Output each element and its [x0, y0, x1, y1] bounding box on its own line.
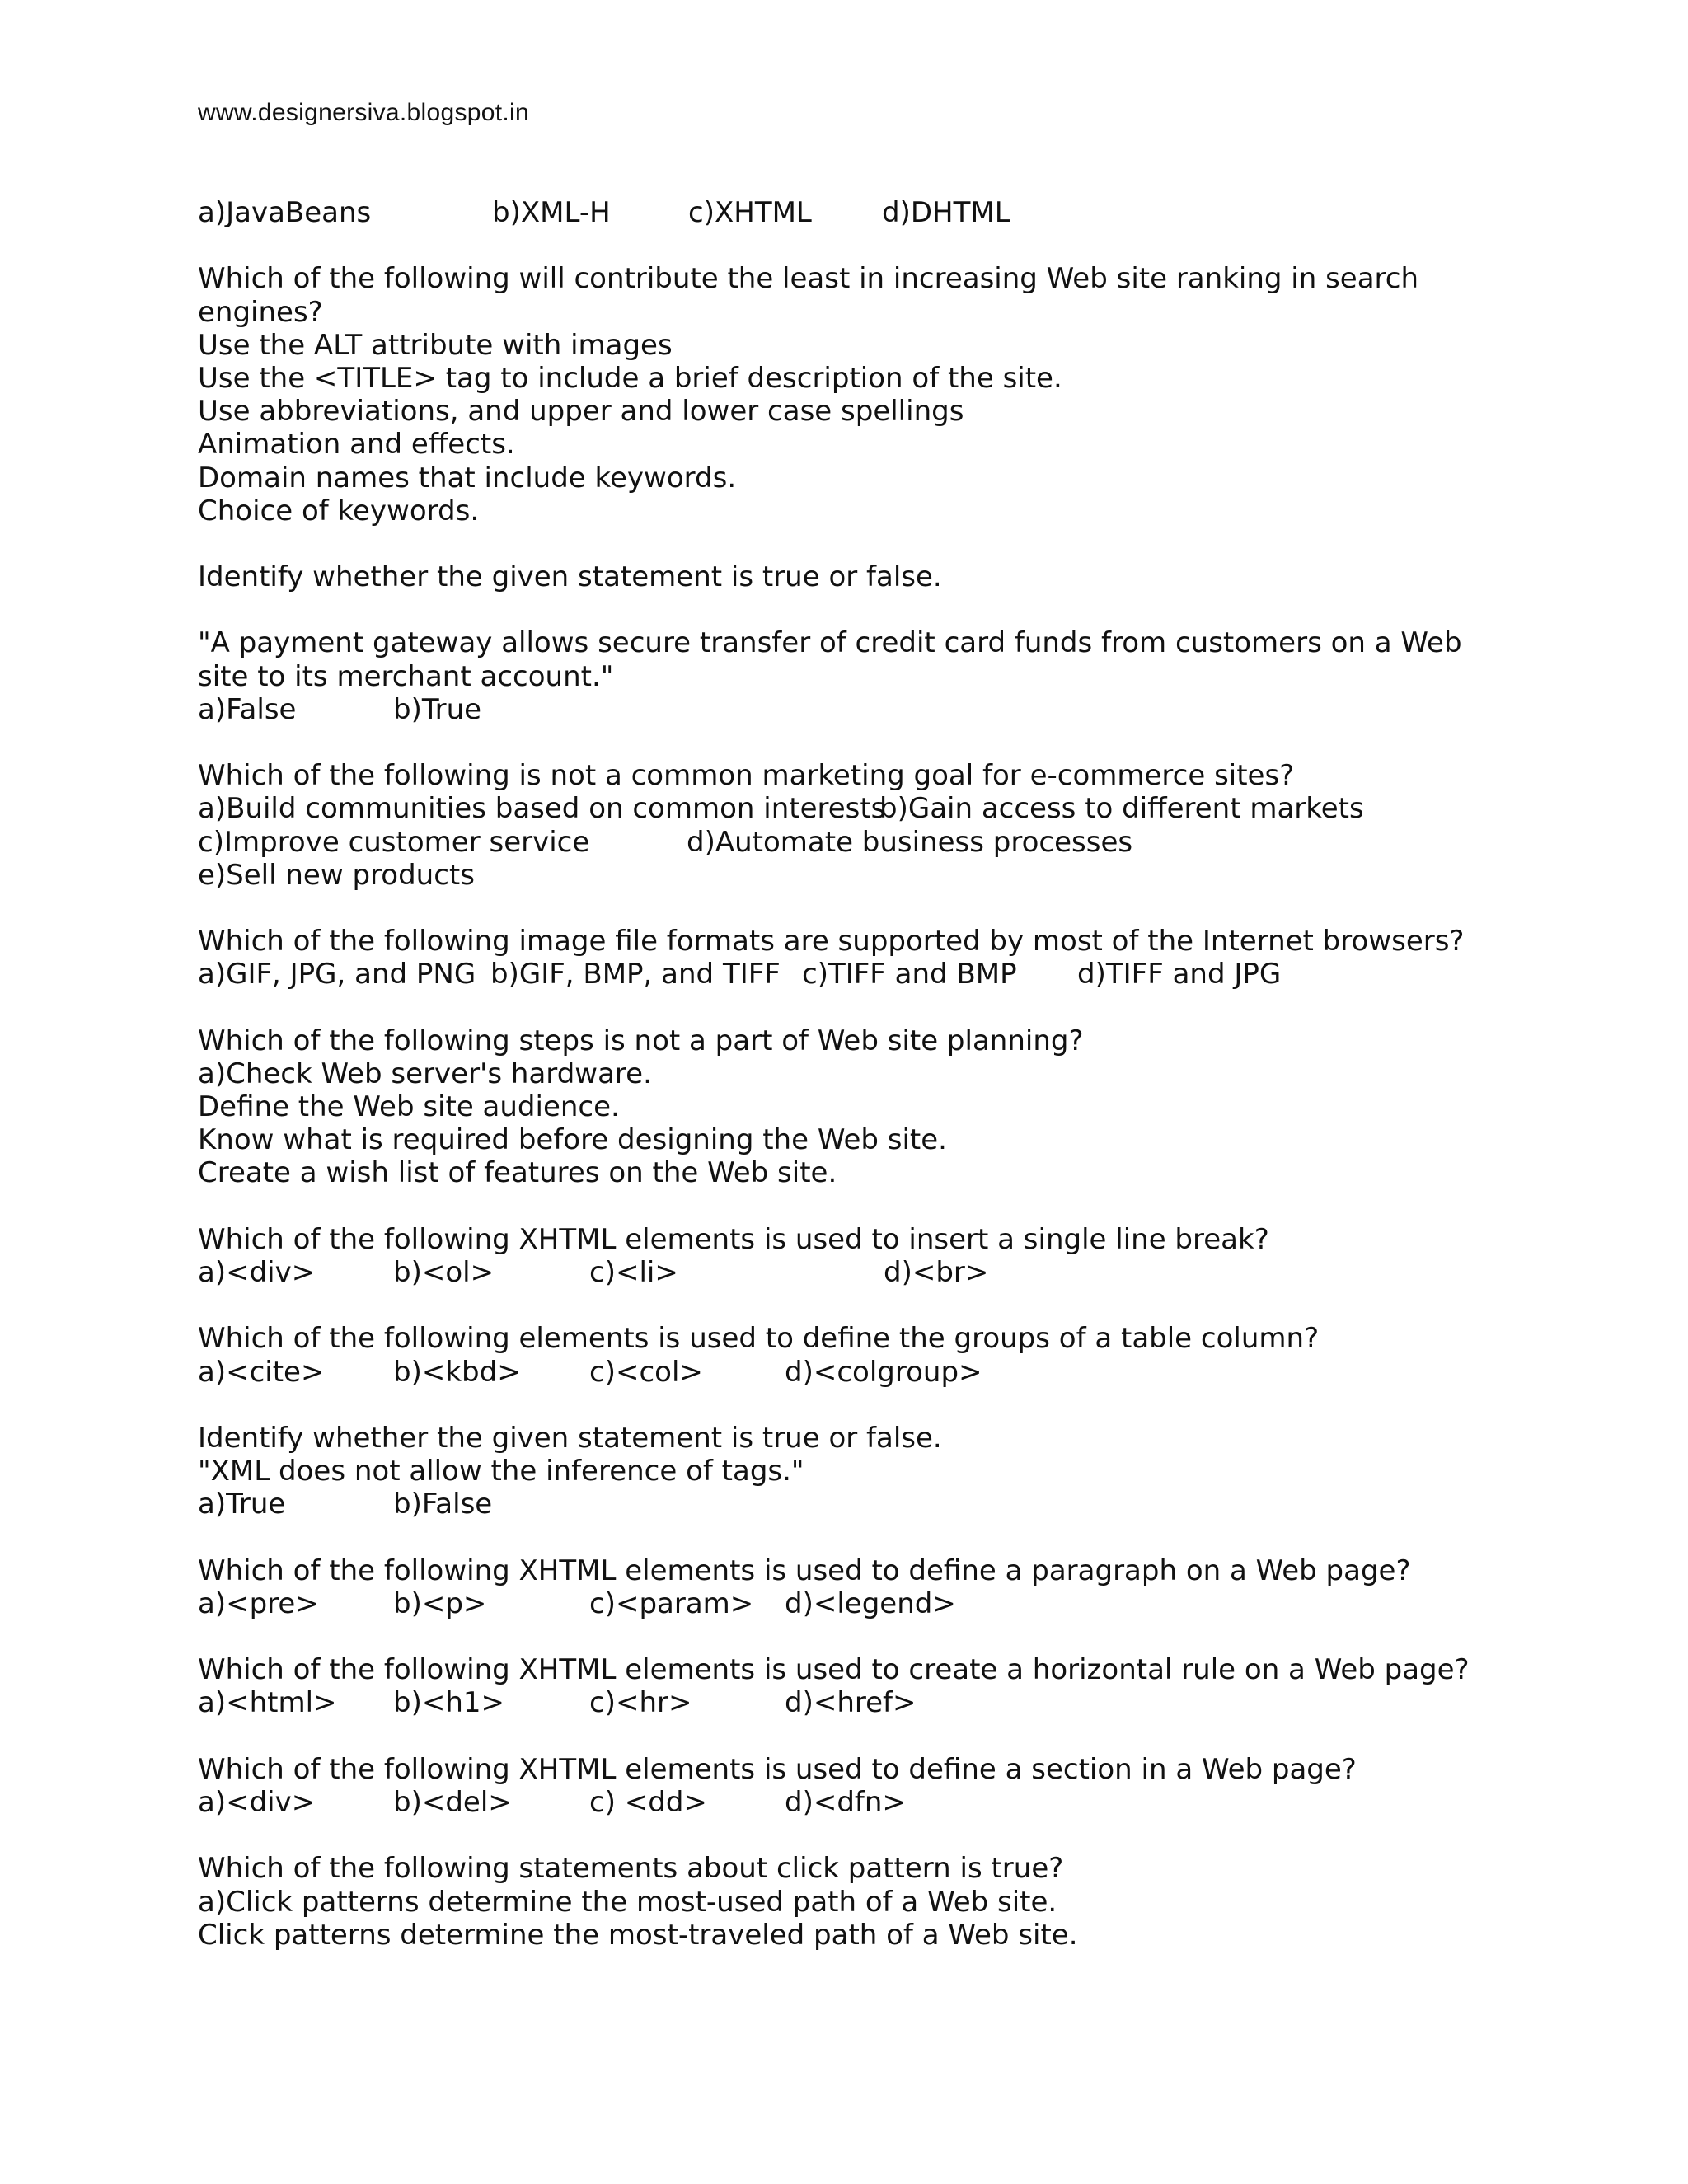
- question-text: Which of the following image file formats are supported by most of the Internet browsers?: [198, 925, 1465, 958]
- answer-item: Know what is required before designing the Web site.: [198, 1123, 947, 1157]
- option-a: a)<html>: [198, 1686, 337, 1720]
- page-header-url: www.designersiva.blogspot.in: [198, 99, 529, 126]
- options-row: [198, 1786, 1517, 1819]
- statement-text: "A payment gateway allows secure transfer of credit card funds from customers on a Web: [198, 626, 1462, 660]
- option-b: b)<h1>: [393, 1686, 505, 1720]
- spacer: [198, 1289, 1517, 1322]
- spacer: [198, 1720, 1517, 1753]
- option-a: a)<pre>: [198, 1586, 319, 1620]
- question-text: Which of the following is not a common marketing goal for e-commerce sites?: [198, 759, 1295, 793]
- option-b: b)XML-H: [492, 196, 611, 229]
- option-d: d)<dfn>: [785, 1786, 906, 1819]
- spacer: [198, 726, 1517, 759]
- option-b: b)<ol>: [393, 1256, 495, 1289]
- option-b: b)<p>: [393, 1586, 487, 1620]
- option-c: c)TIFF and BMP: [802, 958, 1017, 991]
- option-a: a)Build communities based on common interests: [198, 792, 886, 826]
- options-row: [198, 792, 1517, 825]
- option-c: c)<param>: [589, 1586, 754, 1620]
- statement-text-cont: site to its merchant account.": [198, 659, 614, 693]
- spacer: [198, 593, 1517, 626]
- question-intro: Identify whether the given statement is true or false.: [198, 1421, 942, 1455]
- option-a: a)True: [198, 1488, 286, 1521]
- question-text: Which of the following will contribute the least in increasing Web site ranking in search: [198, 262, 1419, 296]
- option-b: b)GIF, BMP, and TIFF: [490, 958, 781, 991]
- option-d: d)<legend>: [785, 1586, 956, 1620]
- option-c: c) <dd>: [589, 1786, 707, 1819]
- question-text: Which of the following XHTML elements is used to define a paragraph on a Web page?: [198, 1554, 1411, 1587]
- answer-item: Domain names that include keywords.: [198, 461, 737, 494]
- answer-item: a)Check Web server's hardware.: [198, 1057, 652, 1090]
- option-d: d)DHTML: [882, 196, 1010, 229]
- option-b: b)True: [393, 692, 482, 726]
- options-row: [198, 826, 1517, 859]
- question-intro: Identify whether the given statement is true or false.: [198, 560, 942, 594]
- spacer: [198, 527, 1517, 560]
- answer-item: Use abbreviations, and upper and lower case spellings: [198, 395, 964, 429]
- question-text: Which of the following statements about click pattern is true?: [198, 1852, 1064, 1886]
- options-row: [198, 1686, 1517, 1719]
- answer-item: Use the <TITLE> tag to include a brief description of the site.: [198, 361, 1062, 395]
- answer-item: a)Click patterns determine the most-used path of a Web site.: [198, 1885, 1057, 1919]
- options-row: [198, 958, 1517, 991]
- option-a: a)<div>: [198, 1786, 316, 1819]
- answer-item: Choice of keywords.: [198, 494, 480, 527]
- option-c: c)XHTML: [688, 196, 812, 229]
- option-a: a)<cite>: [198, 1355, 325, 1389]
- spacer: [198, 892, 1517, 925]
- answer-item: Click patterns determine the most-traveled path of a Web site.: [198, 1918, 1078, 1952]
- option-a: a)False: [198, 692, 297, 726]
- option-a: a)GIF, JPG, and PNG: [198, 958, 476, 991]
- spacer: [198, 991, 1517, 1024]
- question-text: Which of the following XHTML elements is used to create a horizontal rule on a Web page?: [198, 1653, 1470, 1687]
- statement-text: "XML does not allow the inference of tags.": [198, 1455, 804, 1488]
- option-d: d)<href>: [785, 1686, 917, 1720]
- question-text: Which of the following steps is not a part of Web site planning?: [198, 1024, 1084, 1057]
- option-a: a)<div>: [198, 1256, 316, 1289]
- answer-item: Animation and effects.: [198, 428, 515, 462]
- option-b: b)Gain access to different markets: [879, 792, 1364, 826]
- option-e: e)Sell new products: [198, 858, 475, 892]
- spacer: [198, 229, 1517, 262]
- option-d: d)<br>: [884, 1256, 989, 1289]
- option-b: b)False: [393, 1488, 493, 1521]
- answer-item: Use the ALT attribute with images: [198, 328, 673, 362]
- spacer: [198, 1190, 1517, 1223]
- spacer: [198, 1389, 1517, 1422]
- option-c: c)<li>: [589, 1256, 678, 1289]
- answer-item: Define the Web site audience.: [198, 1090, 620, 1124]
- answer-item: Create a wish list of features on the Web site.: [198, 1156, 837, 1190]
- option-d: d)TIFF and JPG: [1077, 958, 1282, 991]
- option-b: b)<kbd>: [393, 1355, 521, 1389]
- spacer: [198, 1521, 1517, 1554]
- option-b: b)<del>: [393, 1786, 512, 1819]
- option-d: d)Automate business processes: [687, 825, 1133, 859]
- spacer: [198, 1819, 1517, 1852]
- options-row: [198, 1356, 1517, 1389]
- question-text: Which of the following XHTML elements is used to define a section in a Web page?: [198, 1752, 1357, 1786]
- option-c: c)Improve customer service: [198, 825, 590, 859]
- question-text-cont: engines?: [198, 295, 323, 329]
- option-a: a)JavaBeans: [198, 196, 372, 229]
- option-c: c)<hr>: [589, 1686, 692, 1720]
- options-row: [198, 1587, 1517, 1620]
- question-text: Which of the following elements is used to define the groups of a table column?: [198, 1322, 1320, 1356]
- quiz-content: [198, 196, 1517, 1952]
- option-d: d)<colgroup>: [785, 1355, 982, 1389]
- options-row: [198, 693, 1517, 726]
- options-row: [198, 1256, 1517, 1289]
- options-row: [198, 196, 1517, 229]
- question-text: Which of the following XHTML elements is used to insert a single line break?: [198, 1222, 1269, 1256]
- option-c: c)<col>: [589, 1355, 703, 1389]
- options-row: [198, 1488, 1517, 1521]
- spacer: [198, 1620, 1517, 1653]
